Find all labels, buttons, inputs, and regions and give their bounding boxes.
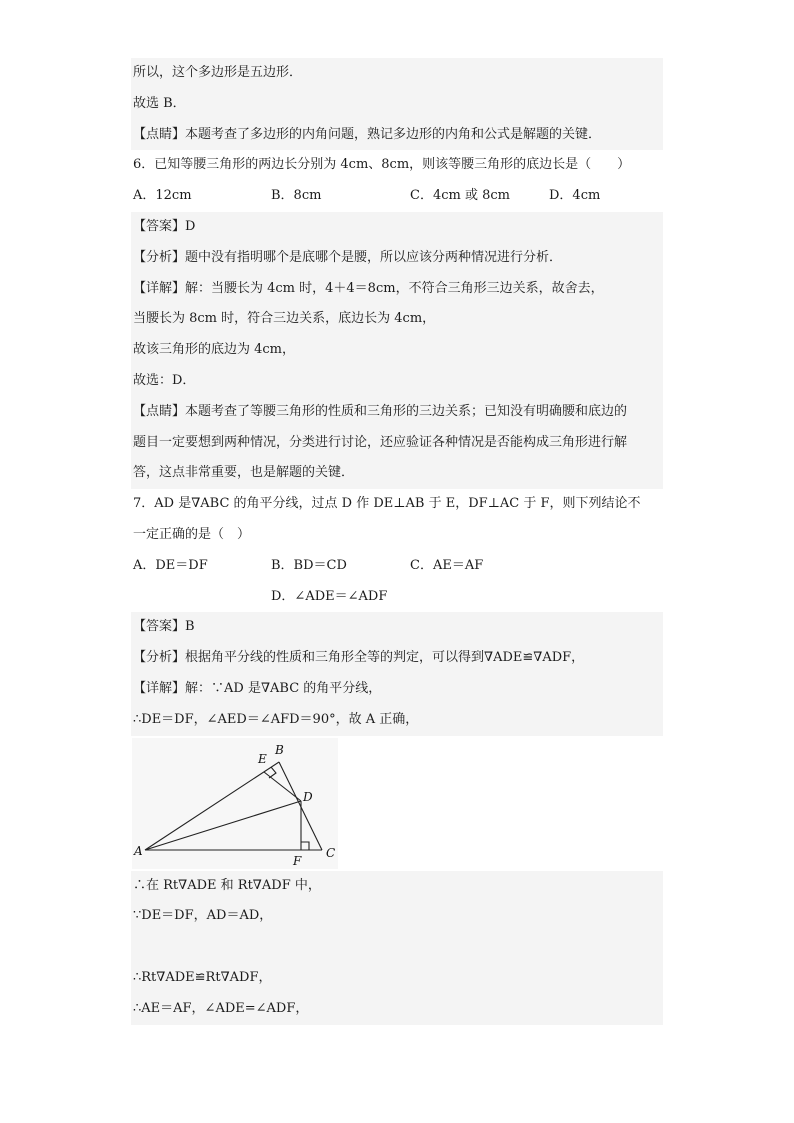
perpendicular-de <box>264 772 301 801</box>
option-d: D．4cm <box>549 188 601 204</box>
question-7: 7．AD 是∇ABC 的角平分线，过点 D 作 DE⊥AB 于 E，DF⊥AC 于 F，则下列结论不 <box>133 496 641 512</box>
label-e: E <box>258 751 267 766</box>
question-6: 6．已知等腰三角形的两边长分别为 4cm、8cm，则该等腰三角形的底边长是（ ） <box>133 157 631 173</box>
question-6-options <box>131 181 663 212</box>
option-b: B．BD＝CD <box>271 557 347 573</box>
option-a: A．DE＝DF <box>133 557 208 573</box>
detail-7-line: ∴DE＝DF，∠AED＝∠AFD＝90°，故 A 正确， <box>131 705 663 736</box>
tip-6-line: 题目一定要想到两种情况，分类进行讨论，还应验证各种情况是否能构成三角形进行解 <box>131 428 663 459</box>
detail-7-line: ∴AE＝AF，∠ADE=∠ADF， <box>131 994 663 1025</box>
analysis-7: 【分析】根据角平分线的性质和三角形全等的判定，可以得到∇ADE≌∇ADF， <box>131 643 663 674</box>
option-c: C．4cm 或 8cm <box>410 188 510 204</box>
side-ab <box>145 762 279 850</box>
analysis-6: 【分析】题中没有指明哪个是底哪个是腰，所以应该分两种情况进行分析． <box>131 243 663 274</box>
text-line: 故选 B． <box>131 89 663 120</box>
detail-6-line: 【详解】解：当腰长为 4cm 时，4＋4＝8cm，不符合三角形三边关系，故舍去， <box>131 274 663 305</box>
option-c: C．AE＝AF <box>410 557 484 573</box>
option-b: B．8cm <box>271 188 322 204</box>
blank-line <box>131 932 663 963</box>
option-d: D．∠ADE＝∠ADF <box>271 588 388 604</box>
detail-6-line: 故该三角形的底边为 4cm， <box>131 335 663 366</box>
option-a: A．12cm <box>133 188 192 204</box>
detail-7-line: ∴在 Rt∇ADE 和 Rt∇ADF 中， <box>131 871 663 902</box>
detail-7-line: ∵DE＝DF，AD＝AD， <box>131 901 663 932</box>
text-line: 所以，这个多边形是五边形． <box>131 58 663 89</box>
triangle-figure <box>132 738 338 869</box>
answer-6: 【答案】D <box>131 212 663 243</box>
label-d: D <box>303 789 313 804</box>
right-angle-mark-f <box>301 842 309 850</box>
label-b: B <box>275 742 284 757</box>
question-7: 一定正确的是（ ） <box>133 526 251 542</box>
label-f: F <box>293 853 302 868</box>
bisector-ad <box>145 801 301 850</box>
tip-line: 【点睛】本题考查了多边形的内角问题，熟记多边形的内角和公式是解题的关键． <box>131 120 663 151</box>
detail-6-line: 故选：D． <box>131 366 663 397</box>
answer-7: 【答案】B <box>131 612 663 643</box>
tip-6-line: 【点睛】本题考查了等腰三角形的性质和三角形的三边关系；已知没有明确腰和底边的 <box>131 397 663 428</box>
detail-7-line: 【详解】解：∵AD 是∇ABC 的角平分线， <box>131 674 663 705</box>
triangle-diagram <box>132 738 338 869</box>
question-7-options <box>131 582 663 613</box>
tip-6-line: 答，这点非常重要，也是解题的关键． <box>131 458 663 489</box>
question-7-options <box>131 551 663 582</box>
detail-6-line: 当腰长为 8cm 时，符合三边关系，底边长为 4cm， <box>131 304 663 335</box>
document-body <box>131 58 663 1025</box>
label-a: A <box>134 843 143 858</box>
label-c: C <box>326 845 336 860</box>
detail-7-line: ∴Rt∇ADE≌Rt∇ADF， <box>131 963 663 994</box>
